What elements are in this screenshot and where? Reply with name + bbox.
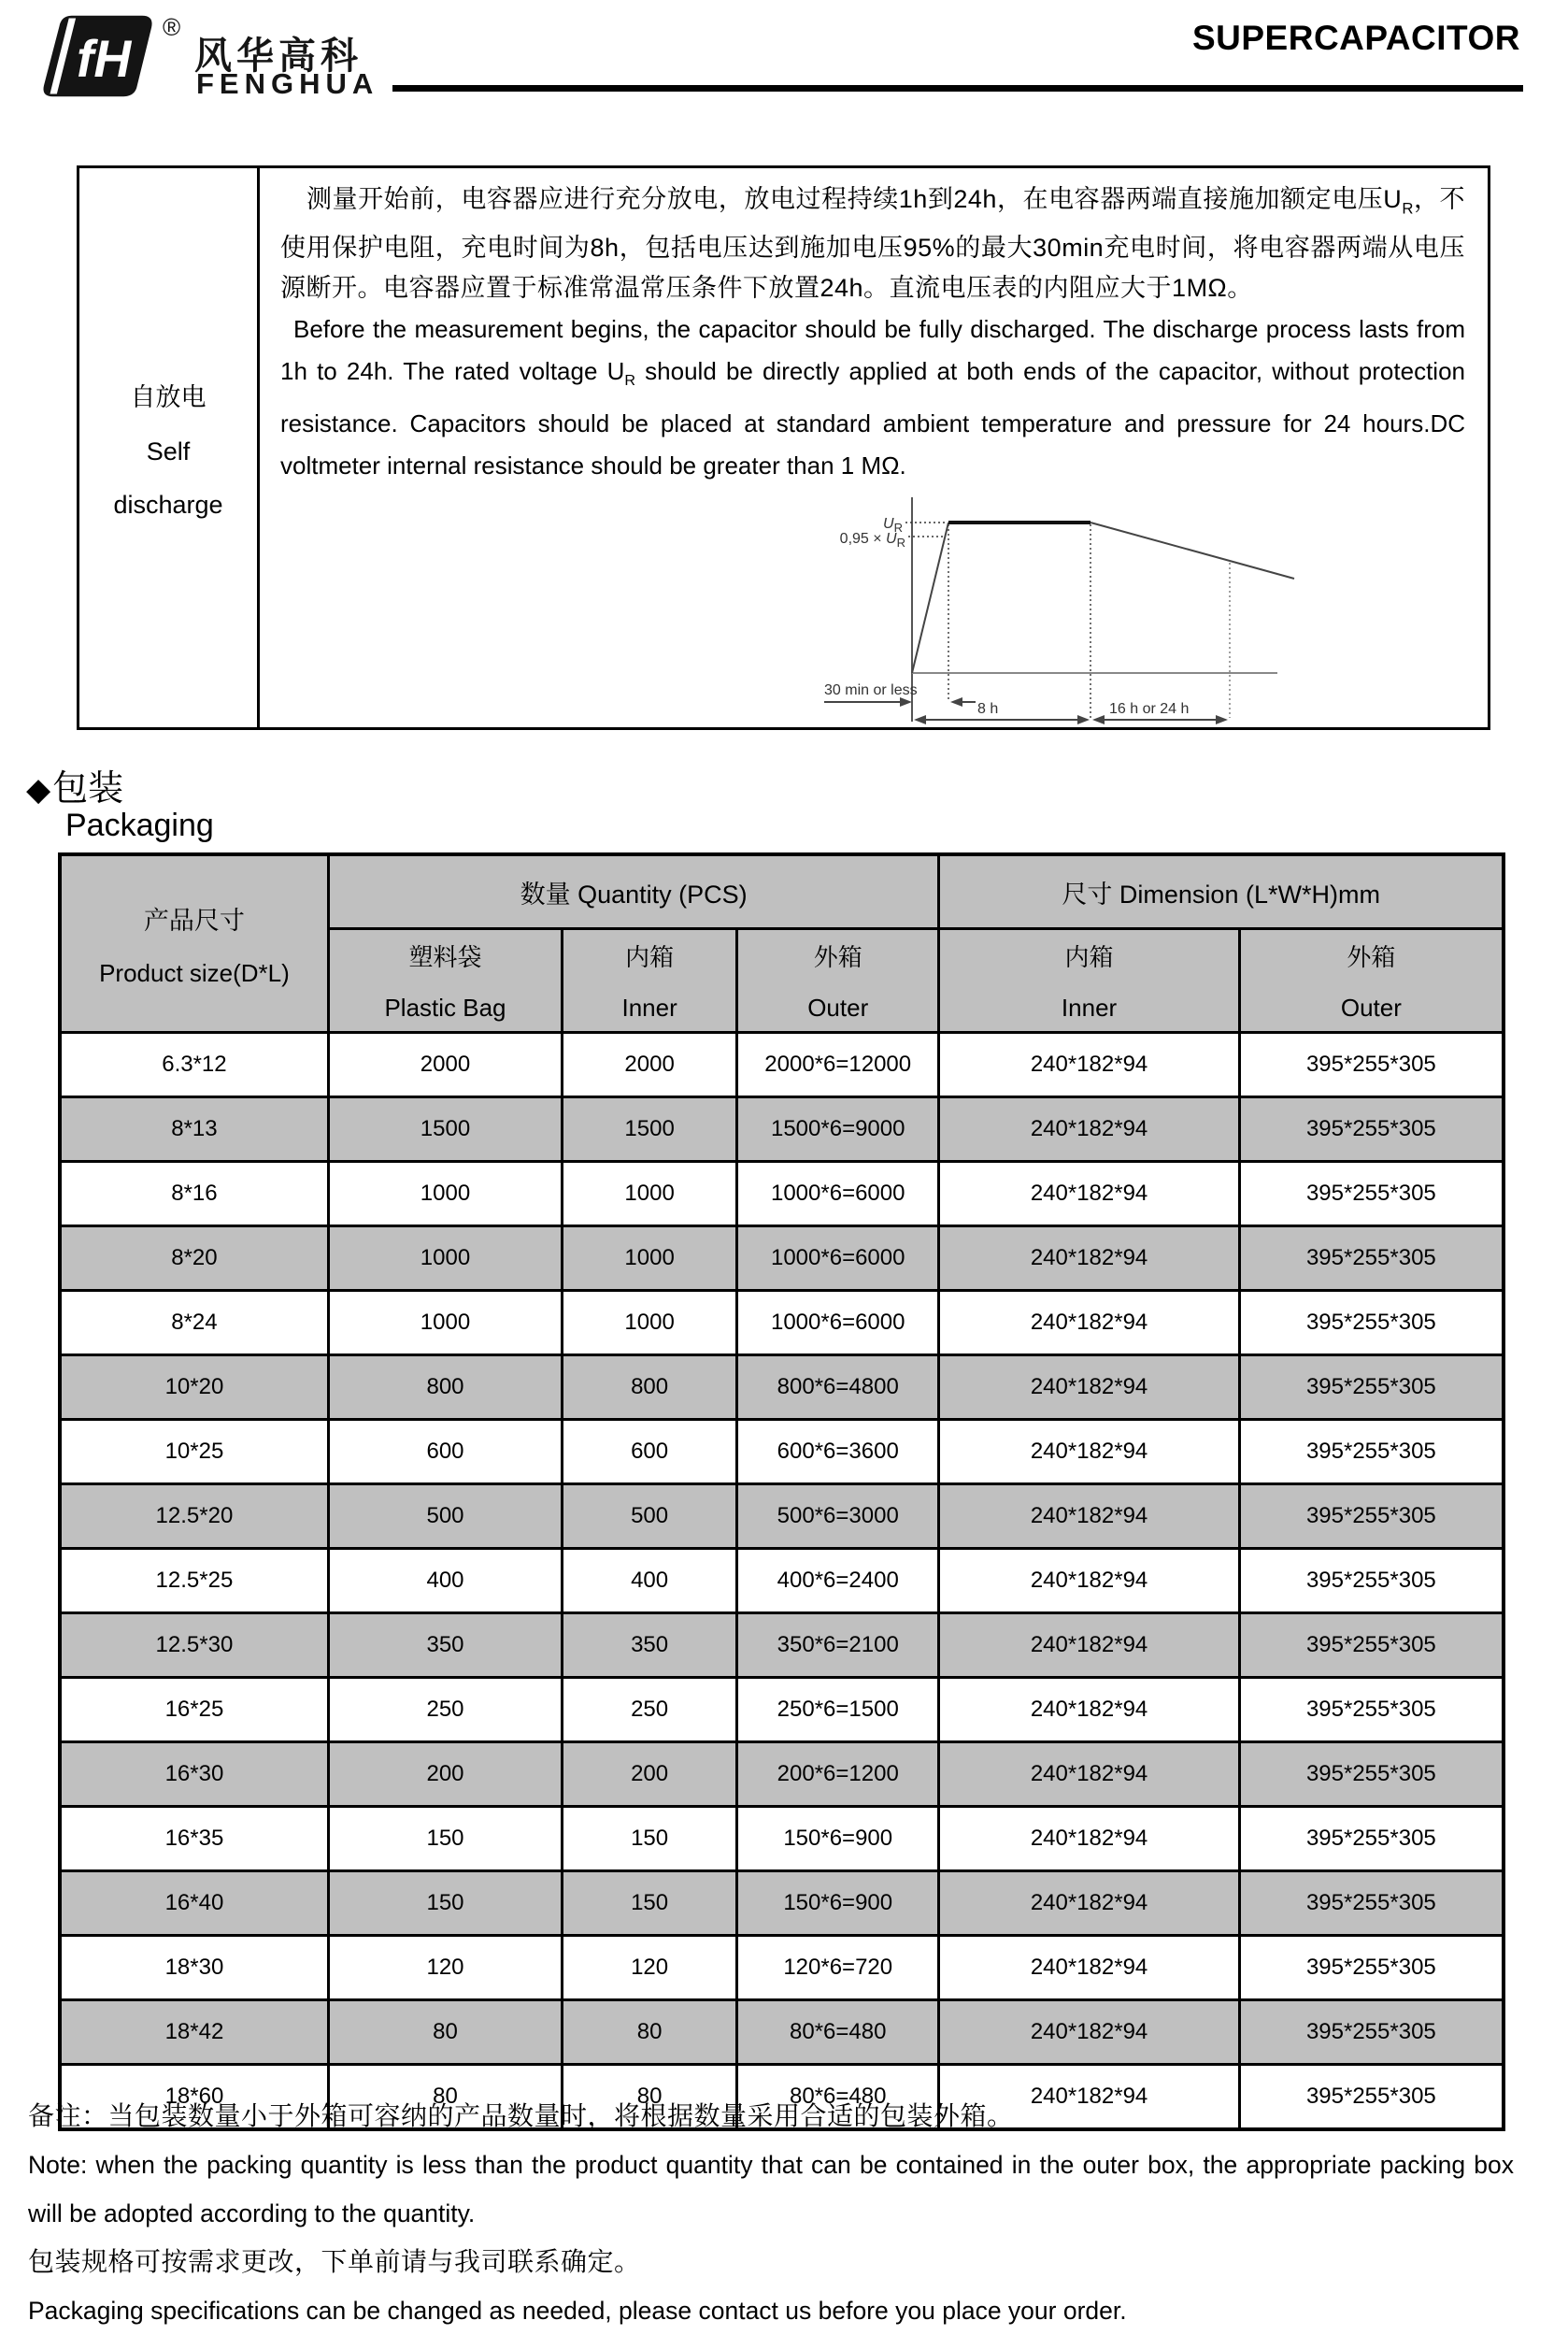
table-cell: 240*182*94 <box>939 2065 1239 2130</box>
table-cell: 400 <box>328 1549 562 1613</box>
table-cell: 240*182*94 <box>939 1484 1239 1549</box>
self-discharge-decay-line <box>1090 523 1294 579</box>
table-cell: 8*20 <box>60 1226 328 1291</box>
table-row <box>60 1549 1504 1613</box>
table-cell: 395*255*305 <box>1239 1484 1504 1549</box>
self-discharge-row-label <box>79 168 260 727</box>
table-cell: 395*255*305 <box>1239 1549 1504 1613</box>
fenghua-logo <box>28 7 421 101</box>
table-cell: 200 <box>563 1742 737 1807</box>
table-row <box>60 1033 1504 1097</box>
table-cell: 1000 <box>328 1162 562 1226</box>
table-cell: 240*182*94 <box>939 1936 1239 2000</box>
table-cell: 8*13 <box>60 1097 328 1162</box>
charge-ramp-line <box>912 523 948 673</box>
table-cell: 1000 <box>563 1291 737 1355</box>
table-cell: 350*6=2100 <box>737 1613 939 1678</box>
table-cell: 150*6=900 <box>737 1871 939 1936</box>
note-cn-1: 备注：当包装数量小于外箱可容纳的产品数量时，将根据数量采用合适的包装外箱。 <box>28 2101 1014 2130</box>
diamond-bullet-icon: ◆ <box>26 772 51 808</box>
table-cell: 600 <box>328 1420 562 1484</box>
page-title: SUPERCAPACITOR <box>1191 19 1520 57</box>
note-cn-2: 包装规格可按需求更改，下单前请与我司联系确定。 <box>28 2247 641 2276</box>
table-cell: 395*255*305 <box>1239 1871 1504 1936</box>
table-cell: 1000*6=6000 <box>737 1226 939 1291</box>
table-cell: 240*182*94 <box>939 1226 1239 1291</box>
table-cell: 240*182*94 <box>939 1420 1239 1484</box>
table-cell: 500 <box>563 1484 737 1549</box>
table-cell: 8*24 <box>60 1291 328 1355</box>
table-cell: 1000 <box>328 1226 562 1291</box>
table-cell: 150 <box>563 1807 737 1871</box>
table-cell: 2000 <box>563 1033 737 1097</box>
table-row <box>60 1936 1504 2000</box>
table-cell: 240*182*94 <box>939 1162 1239 1226</box>
packaging-table <box>58 852 1505 2131</box>
table-cell: 80 <box>563 2065 737 2130</box>
table-cell: 240*182*94 <box>939 1807 1239 1871</box>
table-row <box>60 1355 1504 1420</box>
table-cell: 16*35 <box>60 1807 328 1871</box>
table-cell: 395*255*305 <box>1239 1807 1504 1871</box>
table-cell: 16*25 <box>60 1678 328 1742</box>
table-cell: 395*255*305 <box>1239 1678 1504 1742</box>
self-discharge-content <box>260 168 1488 727</box>
column-subheader: 外箱 Outer <box>1239 929 1504 1033</box>
table-cell: 120 <box>563 1936 737 2000</box>
table-cell: 18*60 <box>60 2065 328 2130</box>
table-cell: 395*255*305 <box>1239 1033 1504 1097</box>
table-cell: 240*182*94 <box>939 1742 1239 1807</box>
table-cell: 2000 <box>328 1033 562 1097</box>
logo-glyph: fH <box>77 30 132 89</box>
table-cell: 80 <box>563 2000 737 2065</box>
table-cell: 150 <box>563 1871 737 1936</box>
table-cell: 80 <box>328 2065 562 2130</box>
table-cell: 6.3*12 <box>60 1033 328 1097</box>
table-cell: 350 <box>563 1613 737 1678</box>
table-row <box>60 1162 1504 1226</box>
table-cell: 240*182*94 <box>939 1097 1239 1162</box>
table-cell: 395*255*305 <box>1239 1936 1504 2000</box>
table-cell: 16*40 <box>60 1871 328 1936</box>
table-cell: 240*182*94 <box>939 2000 1239 2065</box>
self-discharge-text-cn: 测量开始前，电容器应进行充分放电，放电过程持续1h到24h，在电容器两端直接施加额定电压$U_R$，不使用保护电阻，充电时间为8h，包括电压达到施加电压95%的最大30min充电时间，将电容器两端从电压源断开。电容器应置于标准常温常压条件下放置24h。直流电压表的内阻应大于1MΩ。 <box>280 185 1466 303</box>
table-cell: 400*6=2400 <box>737 1549 939 1613</box>
table-row <box>60 1420 1504 1484</box>
column-group-dimension: 尺寸 Dimension (L*W*H)mm <box>939 854 1504 929</box>
table-cell: 8*16 <box>60 1162 328 1226</box>
table-cell: 200 <box>328 1742 562 1807</box>
table-cell: 1500*6=9000 <box>737 1097 939 1162</box>
figure-label-30min: 30 min or less <box>824 682 918 698</box>
table-cell: 800 <box>563 1355 737 1420</box>
table-cell: 120*6=720 <box>737 1936 939 2000</box>
table-cell: 150 <box>328 1807 562 1871</box>
note-en-1: Note: when the packing quantity is less than the product quantity that can be contained in the outer box, the appropriate packing box will be adopted according to the quantity. <box>28 2151 1514 2227</box>
table-cell: 12.5*30 <box>60 1613 328 1678</box>
table-cell: 395*255*305 <box>1239 1420 1504 1484</box>
self-discharge-label-cn: 自放电 <box>130 382 207 411</box>
table-cell: 500*6=3000 <box>737 1484 939 1549</box>
table-cell: 400 <box>563 1549 737 1613</box>
table-row <box>60 1291 1504 1355</box>
header-divider <box>392 85 1523 92</box>
table-cell: 1000 <box>328 1291 562 1355</box>
table-cell: 240*182*94 <box>939 1613 1239 1678</box>
table-cell: 395*255*305 <box>1239 1742 1504 1807</box>
column-subheader: 塑料袋 Plastic Bag <box>328 929 562 1033</box>
table-cell: 18*30 <box>60 1936 328 2000</box>
table-row <box>60 1484 1504 1549</box>
table-row <box>60 1871 1504 1936</box>
table-group-header-row <box>60 854 1504 929</box>
table-cell: 250 <box>328 1678 562 1742</box>
table-cell: 395*255*305 <box>1239 1355 1504 1420</box>
table-cell: 80*6=480 <box>737 2065 939 2130</box>
table-cell: 240*182*94 <box>939 1033 1239 1097</box>
table-cell: 12.5*20 <box>60 1484 328 1549</box>
table-cell: 1000*6=6000 <box>737 1162 939 1226</box>
figure-label-16h-24h: 16 h or 24 h <box>1109 701 1190 717</box>
table-row <box>60 1613 1504 1678</box>
table-cell: 1000 <box>563 1162 737 1226</box>
table-row <box>60 1742 1504 1807</box>
self-discharge-label-en-2: discharge <box>113 490 223 519</box>
table-cell: 10*20 <box>60 1355 328 1420</box>
table-row <box>60 1807 1504 1871</box>
table-cell: 600 <box>563 1420 737 1484</box>
table-cell: 395*255*305 <box>1239 1097 1504 1162</box>
table-cell: 500 <box>328 1484 562 1549</box>
figure-label-8h: 8 h <box>977 701 999 717</box>
table-cell: 395*255*305 <box>1239 2065 1504 2130</box>
table-cell: 395*255*305 <box>1239 1162 1504 1226</box>
table-row <box>60 1097 1504 1162</box>
table-cell: 800 <box>328 1355 562 1420</box>
table-cell: 80 <box>328 2000 562 2065</box>
table-cell: 395*255*305 <box>1239 1613 1504 1678</box>
table-cell: 2000*6=12000 <box>737 1033 939 1097</box>
column-subheader: 内箱 Inner <box>563 929 737 1033</box>
table-cell: 200*6=1200 <box>737 1742 939 1807</box>
table-cell: 150 <box>328 1871 562 1936</box>
table-row <box>60 1226 1504 1291</box>
column-subheader: 内箱 Inner <box>939 929 1239 1033</box>
table-cell: 240*182*94 <box>939 1871 1239 1936</box>
table-cell: 120 <box>328 1936 562 2000</box>
figure-label-095-ur: $0,95 \times U_R$ <box>839 531 905 550</box>
table-cell: 240*182*94 <box>939 1678 1239 1742</box>
brand-name-en: FENGHUA <box>196 67 379 100</box>
table-cell: 80*6=480 <box>737 2000 939 2065</box>
table-row <box>60 2000 1504 2065</box>
column-header-product-size: 产品尺寸 Product size(D*L) <box>60 854 328 1033</box>
table-cell: 1000*6=6000 <box>737 1291 939 1355</box>
table-cell: 240*182*94 <box>939 1549 1239 1613</box>
brand-name-cn: 风华高科 <box>194 36 363 77</box>
table-cell: 240*182*94 <box>939 1291 1239 1355</box>
figure-label-ur: $U_R$ <box>883 516 903 535</box>
table-cell: 600*6=3600 <box>737 1420 939 1484</box>
table-cell: 250 <box>563 1678 737 1742</box>
table-cell: 16*30 <box>60 1742 328 1807</box>
self-discharge-label-en-1: Self <box>146 437 191 466</box>
table-cell: 250*6=1500 <box>737 1678 939 1742</box>
column-subheader: 外箱 Outer <box>737 929 939 1033</box>
fenghua-logo-mark-icon <box>37 13 159 99</box>
table-cell: 1500 <box>563 1097 737 1162</box>
packaging-heading-en: Packaging <box>65 808 214 843</box>
table-row <box>60 1678 1504 1742</box>
self-discharge-voltage-time-figure <box>777 486 1301 729</box>
table-cell: 395*255*305 <box>1239 2000 1504 2065</box>
note-en-2: Packaging specifications can be changed as needed, please contact us before you place your order. <box>28 2297 1127 2325</box>
table-cell: 240*182*94 <box>939 1355 1239 1420</box>
table-cell: 1500 <box>328 1097 562 1162</box>
packaging-heading-cn: ◆包装 <box>26 769 124 809</box>
table-cell: 350 <box>328 1613 562 1678</box>
table-cell: 10*25 <box>60 1420 328 1484</box>
table-cell: 150*6=900 <box>737 1807 939 1871</box>
self-discharge-text-en: Before the measurement begins, the capacitor should be fully discharged. The discharge process lasts from 1h to 24h. The rated voltage $U_R$ should be directly applied at both ends of the capacitor, without protection resistance. Capacitors should be placed at standard ambient temperature and pressure for 24 hours.DC voltmeter internal resistance should be greater than 1 MΩ. <box>280 315 1465 480</box>
notes-section <box>28 2092 1514 2335</box>
table-cell: 12.5*25 <box>60 1549 328 1613</box>
table-cell: 800*6=4800 <box>737 1355 939 1420</box>
column-group-quantity: 数量 Quantity (PCS) <box>328 854 939 929</box>
self-discharge-section <box>77 165 1490 730</box>
table-cell: 395*255*305 <box>1239 1291 1504 1355</box>
table-cell: 18*42 <box>60 2000 328 2065</box>
table-cell: 1000 <box>563 1226 737 1291</box>
table-cell: 395*255*305 <box>1239 1226 1504 1291</box>
registered-trademark-icon: ® <box>163 13 181 41</box>
packaging-table-body <box>60 1033 1504 2130</box>
